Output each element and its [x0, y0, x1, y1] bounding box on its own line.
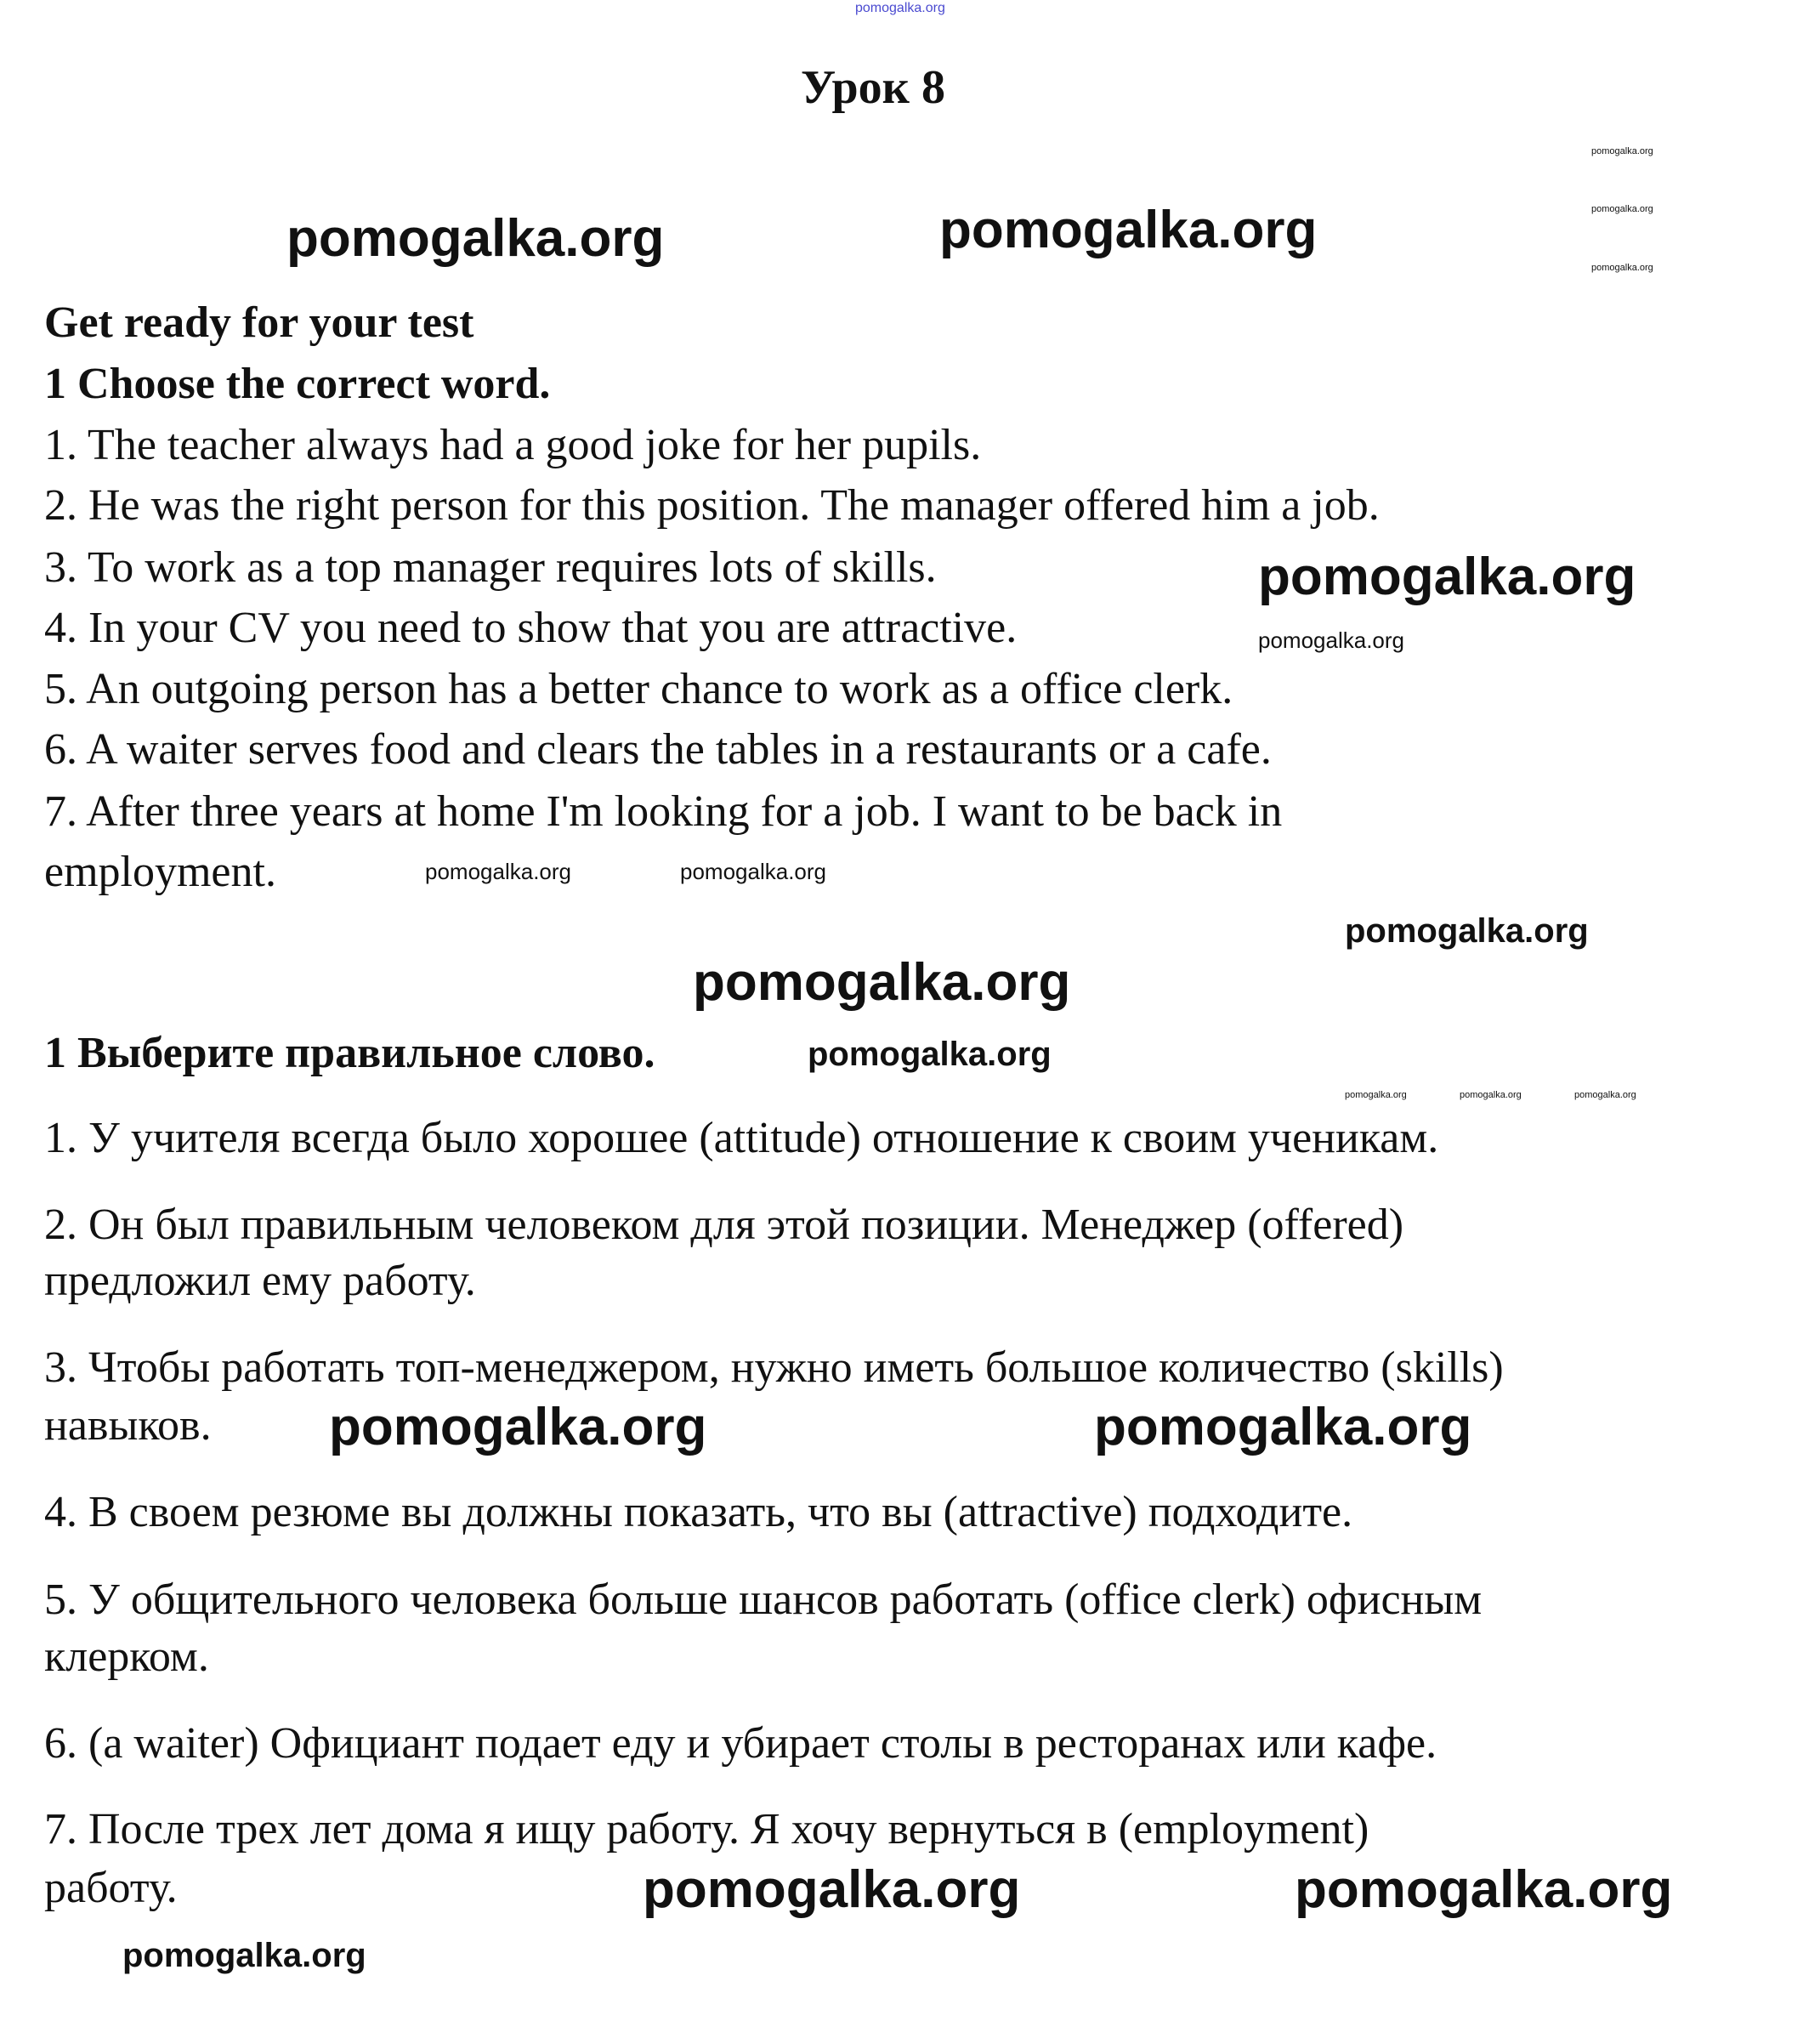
english-line: employment.	[44, 848, 276, 896]
watermark: pomogalka.org	[1591, 204, 1653, 214]
watermark: pomogalka.org	[680, 859, 826, 884]
english-line: 5. An outgoing person has a better chance to work as a office clerk.	[44, 665, 1233, 713]
watermark: pomogalka.org	[693, 953, 1071, 1012]
watermark: pomogalka.org	[808, 1036, 1052, 1073]
english-line: 6. A waiter serves food and clears the tables in a restaurants or a cafe.	[44, 725, 1272, 774]
watermark: pomogalka.org	[643, 1860, 1021, 1919]
russian-line: 5. У общительного человека больше шансов работать (office clerk) офисным	[44, 1575, 1483, 1624]
english-line: 4. In your CV you need to show that you are attractive.	[44, 604, 1018, 652]
watermark-top: pomogalka.org	[855, 1, 945, 15]
russian-line: предложил ему работу.	[44, 1257, 476, 1305]
watermark: pomogalka.org	[1295, 1860, 1673, 1919]
english-line: 1. The teacher always had a good joke for her pupils.	[44, 421, 982, 469]
watermark: pomogalka.org	[1258, 627, 1404, 653]
russian-line: 7. После трех лет дома я ищу работу. Я хочу вернуться в (employment)	[44, 1805, 1369, 1854]
watermark: pomogalka.org	[1094, 1398, 1472, 1456]
watermark: pomogalka.org	[329, 1398, 707, 1456]
russian-line: 6. (a waiter) Официант подает еду и убирает столы в ресторанах или кафе.	[44, 1719, 1437, 1768]
english-line: 7. After three years at home I'm looking for a job. I want to be back in	[44, 787, 1283, 836]
russian-line: 2. Он был правильным человеком для этой позиции. Менеджер (offered)	[44, 1201, 1404, 1249]
watermark: pomogalka.org	[1345, 1090, 1407, 1100]
watermark: pomogalka.org	[122, 1937, 366, 1974]
russian-line: клерком.	[44, 1632, 209, 1681]
watermark: pomogalka.org	[939, 201, 1318, 259]
russian-line: навыков.	[44, 1401, 212, 1450]
russian-line: 1. У учителя всегда было хорошее (attitude) отношение к своим ученикам.	[44, 1114, 1439, 1162]
watermark: pomogalka.org	[1574, 1090, 1636, 1100]
english-line: 2. He was the right person for this position. The manager offered him a job.	[44, 481, 1380, 530]
russian-line: 4. В своем резюме вы должны показать, что вы (attractive) подходите.	[44, 1488, 1353, 1536]
watermark: pomogalka.org	[286, 209, 665, 268]
russian-line: 3. Чтобы работать топ-менеджером, нужно иметь большое количество (skills)	[44, 1343, 1504, 1392]
watermark: pomogalka.org	[1591, 146, 1653, 156]
english-line: 3. To work as a top manager requires lots of skills.	[44, 543, 937, 592]
section-heading: Get ready for your test	[44, 298, 474, 347]
page-title: Урок 8	[801, 61, 945, 114]
watermark: pomogalka.org	[1460, 1090, 1522, 1100]
watermark: pomogalka.org	[1345, 912, 1589, 950]
watermark: pomogalka.org	[1258, 548, 1636, 606]
watermark: pomogalka.org	[1591, 263, 1653, 273]
watermark: pomogalka.org	[425, 859, 571, 884]
russian-task-heading: 1 Выберите правильное слово.	[44, 1029, 655, 1077]
task-heading: 1 Choose the correct word.	[44, 360, 551, 408]
russian-line: работу.	[44, 1864, 178, 1912]
